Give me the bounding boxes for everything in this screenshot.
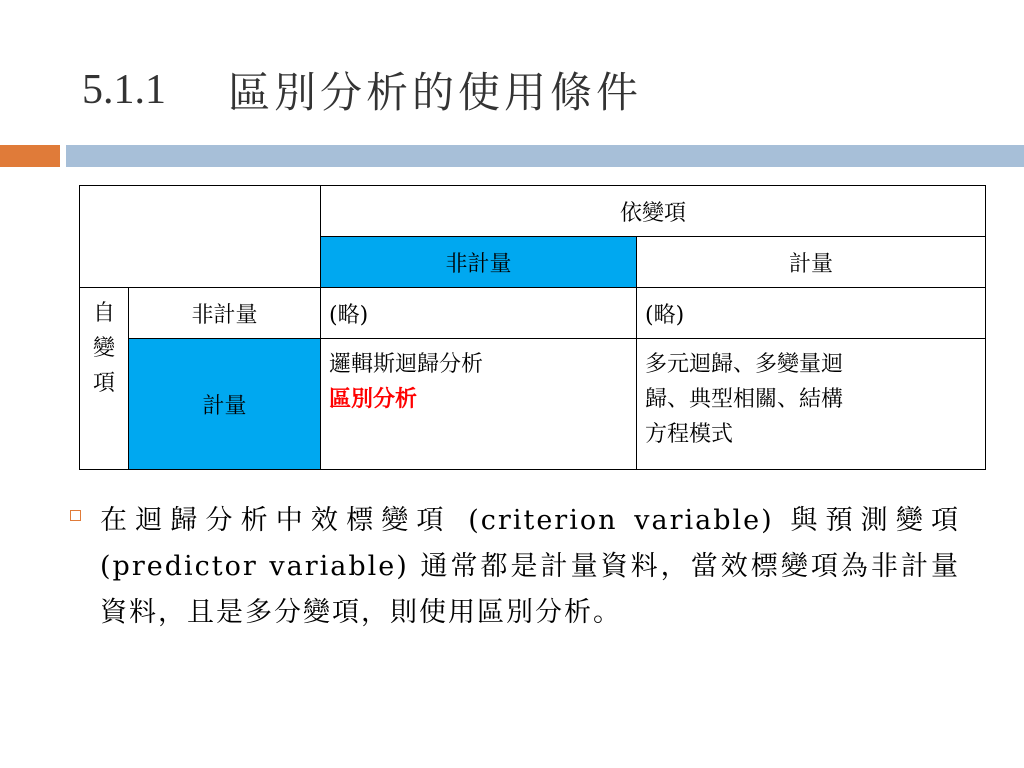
accent-bar-orange bbox=[0, 145, 60, 167]
cell-metric-metric bbox=[637, 339, 986, 470]
methods-line: 多元迴歸、多變量迴 bbox=[645, 352, 844, 377]
header-nonmetric: 非計量 bbox=[321, 237, 637, 288]
square-bullet-icon bbox=[70, 510, 81, 521]
row-label-nonmetric: 非計量 bbox=[129, 288, 321, 339]
row-label-metric: 計量 bbox=[129, 339, 321, 470]
independent-char: 自 bbox=[92, 301, 115, 326]
method-logistic-regression: 邏輯斯迴歸分析 bbox=[329, 352, 484, 377]
methods-line: 方程模式 bbox=[645, 422, 734, 447]
cell-metric-nonmetric bbox=[321, 339, 637, 470]
header-independent bbox=[80, 288, 129, 470]
conditions-table bbox=[79, 185, 986, 470]
independent-char: 變 bbox=[92, 336, 115, 361]
cell-nonmetric-metric: (略) bbox=[637, 288, 986, 339]
independent-char: 項 bbox=[92, 371, 115, 396]
cell-nonmetric-nonmetric: (略) bbox=[321, 288, 637, 339]
slide-title bbox=[82, 52, 642, 128]
bullet-text: 在迴歸分析中效標變項 (criterion variable) 與預測變項 (predictor variable) 通常都是計量資料，當效標變項為非計量資料，且是多分變項，則使用區別分析。 bbox=[100, 505, 960, 628]
header-metric: 計量 bbox=[637, 237, 986, 288]
accent-bar-blue bbox=[66, 145, 1024, 167]
header-dependent: 依變項 bbox=[321, 186, 986, 237]
methods-line: 歸、典型相關、結構 bbox=[645, 387, 844, 412]
title-number: 5.1.1 bbox=[82, 67, 166, 113]
method-discriminant-analysis: 區別分析 bbox=[329, 386, 418, 412]
title-text: 區別分析的使用條件 bbox=[228, 68, 643, 117]
table-corner-cell bbox=[80, 186, 321, 288]
bullet-item bbox=[70, 498, 960, 636]
